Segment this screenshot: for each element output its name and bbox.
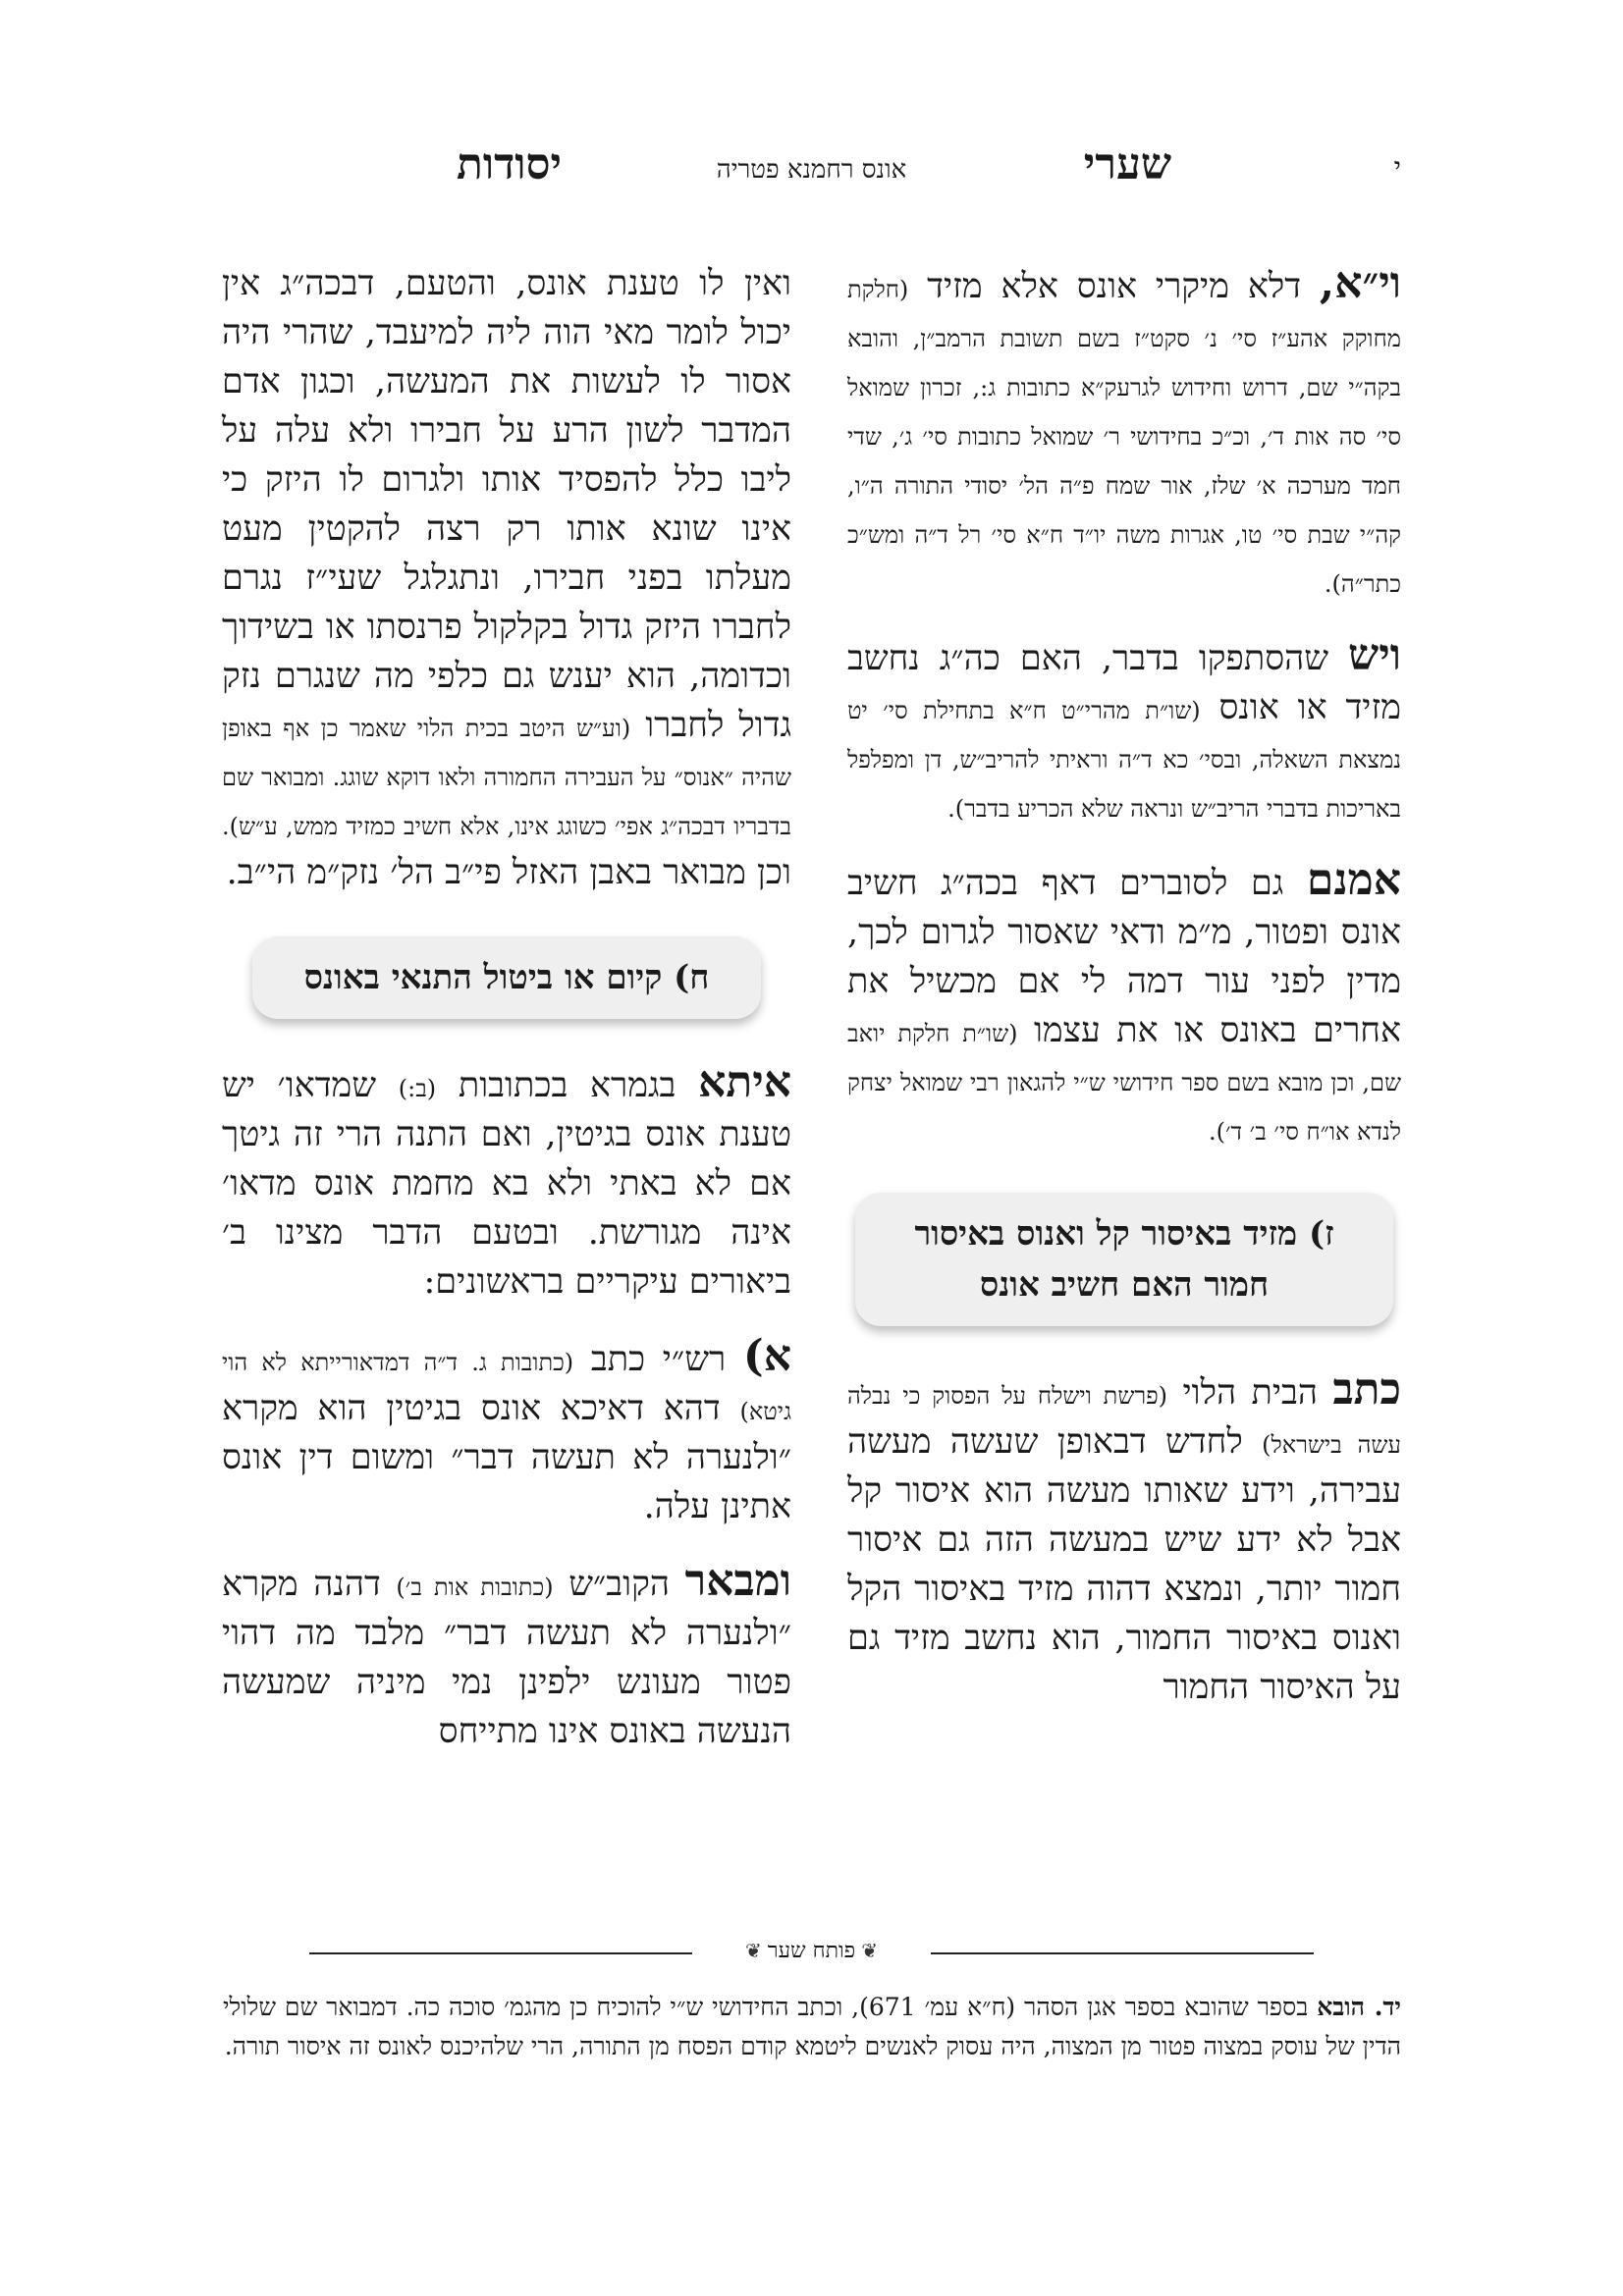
lead-word: וי״א, xyxy=(1319,258,1401,308)
paragraph xyxy=(222,259,791,897)
footnote xyxy=(223,1988,1401,2066)
right-column xyxy=(847,259,1401,1712)
header-title-right: שערי xyxy=(1083,139,1171,189)
paragraph-text: שמדאו׳ יש טענת אונס בגיטין, ואם התנה הרי זה גיטך אם לא באתי ולא בא מחמת אונס מדאו׳ אינה מגורשת. ובטעם הדבר מצינו ב׳ ביאורים עיקריים בראשונים: xyxy=(222,1066,791,1302)
source-citation: (שו״ת חלקת יואב שם, וכן מובא בשם ספר חידושי ש״י להגאון רבי שמואל יצחק לנדא או״ח סי׳ ב׳ ד׳). xyxy=(847,1020,1401,1146)
paragraph-text: שהסתפקו בדבר, האם כה״ג נחשב מזיד או אונס xyxy=(847,639,1401,727)
lead-word: אמנם xyxy=(1306,855,1401,905)
source-citation: (פרשת וישלח על הפסוק כי נבלה עשה בישראל) xyxy=(847,1382,1402,1459)
separator-label-wrap xyxy=(309,1938,1314,1963)
source-citation: (כתובות אות ב׳) xyxy=(396,1574,554,1601)
ornament-icon: ❦ xyxy=(745,1939,762,1962)
header-subtitle: אונס רחמנא פטריה xyxy=(716,155,907,185)
ornament-icon: ❦ xyxy=(861,1939,878,1962)
paragraph-text: גם לסוברים דאף בכה״ג חשיב אונס ופטור, מ״מ ודאי שאסור לגרום לכך, מדין לפני עור דמה לי אם מכשיל את אחרים באונס או את עצמו xyxy=(847,864,1401,1050)
lead-word: כתב xyxy=(1332,1364,1401,1415)
footnote-lead: יד. הובא xyxy=(1317,1993,1401,2021)
paragraph xyxy=(222,1557,791,1756)
section-heading-h: ח) קיום או ביטול התנאי באונס xyxy=(252,936,761,1019)
lead-word: א) xyxy=(742,1331,791,1381)
lead-word: ויש xyxy=(1348,630,1401,680)
paragraph-text: דלא מיקרי אונס אלא מזיד xyxy=(908,267,1320,306)
source-citation: (שו״ת מהרי״ט ח״א בתחילת סי׳ יט נמצאת השאלה, ובסי׳ כא ד״ה וראיתי להריב״ש, דן ומפלפל באריכות בדברי הריב״ש ונראה שלא הכריע בדבר). xyxy=(847,697,1401,823)
lead-word: איתא xyxy=(698,1057,791,1107)
footnote-separator xyxy=(309,1938,1314,1967)
left-column xyxy=(222,259,791,1756)
source-citation: (כתובות ג. ד״ה דמדאורייתא לא הוי גיטא) xyxy=(222,1349,791,1425)
paragraph-text: דהא דאיכא אונס בגיטין הוא מקרא ״ולנערה לא תעשה דבר״ ומשום דין אונס אתינן עלה. xyxy=(222,1389,791,1526)
page-number: י xyxy=(1393,151,1401,184)
footnote-text: בספר שהובא בספר אגן הסהר (ח״א עמ׳ 671), וכתב החידושי ש״י להוכיח כן מהגמ׳ סוכה כה. דמבואר שם שלולי הדין של עוסק במצוה פטור מן המצוה, היה עסוק לאנשים ליטמא קודם הפסח מן התורה, הרי שלהיכנס לאונס זה איסור תורה. xyxy=(223,1993,1401,2060)
section-heading-z: ז) מזיד באיסור קל ואנוס באיסור חמור האם חשיב אונס xyxy=(855,1193,1393,1326)
header-title-left: יסודות xyxy=(457,139,563,189)
paragraph-text: לחדש דבאופן שעשה מעשה עבירה, וידע שאותו מעשה הוא איסור קל אבל לא ידע שיש במעשה הזה גם איסור חמור יותר, ונמצא דהוה מזיד באיסור הקל ואנוס באיסור החמור, הוא נחשב מזיד גם על האיסור החמור xyxy=(847,1422,1401,1707)
paragraph xyxy=(222,1058,791,1307)
paragraph xyxy=(847,631,1401,830)
source-citation: (וע״ש היטב בכית הלוי שאמר כן אף באופן שהיה ״אנוס״ על העבירה החמורה ולאו דוקא שוגג. ומבואר שם בדבריו דבכה״ג אפי׳ כשוגג אינו, אלא חשיב כמזיד ממש, ע״ש). xyxy=(222,715,791,840)
paragraph xyxy=(222,1332,791,1531)
paragraph-text: ואין לו טענת אונס, והטעם, דבכה״ג אין יכול לומר מאי הוה ליה למיעבד, שהרי היה אסור לו לעשות את המעשה, וכגון אדם המדבר לשון הרע על חבירו ולא עלה על ליבו כלל להפסיד אותו ולגרום לו היזק כי אינו שונא אותו רק רצה להקטין מעט מעלתו בפני חבירו, ונתגלגל שעי״ז נגרם לחברו היזק גדול בקלקול פרנסתו או בשידוך וכדומה, הוא יענש גם כלפי מה שנגרם נזק גדול לחברו xyxy=(222,264,791,745)
paragraph-text: וכן מבואר באבן האזל פי״ב הל׳ נזק״מ הי״ב. xyxy=(226,853,791,892)
running-header xyxy=(0,139,1623,198)
paragraph xyxy=(847,1365,1401,1712)
paragraph-text: הבית הלוי xyxy=(1167,1373,1333,1413)
lead-word: ומבאר xyxy=(684,1556,792,1606)
paragraph xyxy=(847,856,1401,1153)
source-citation: (חלקת מחוקק אהע״ז סי׳ נ׳ סקט״ז בשם תשובת הרמב״ן, והובא בקה״י שם, דרוש וחידוש לגרעק״א כתובות ג:, זכרון שמואל סי׳ סה אות ד׳, וכ״כ בחידושי ר׳ שמואל כתובות סי׳ ג׳, שדי חמד מערכה א׳ שלז, אור שמח פ״ה הל׳ יסודי התורה ה״ו, קה״י שבת סי׳ טו, אגרות משה יו״ד ח״א סי׳ רל ד״ה ומש״כ כתר״ה). xyxy=(847,276,1401,598)
paragraph-text: רש״י כתב xyxy=(573,1340,743,1379)
paragraph-text: הקוב״ש xyxy=(553,1565,685,1604)
source-citation: (ב:) xyxy=(398,1075,437,1102)
separator-label: פותח שער xyxy=(767,1939,856,1963)
paragraph-text: בגמרא בכתובות xyxy=(436,1066,699,1105)
paragraph xyxy=(847,259,1401,606)
paragraph-text: דהנה מקרא ״ולנערה לא תעשה דבר״ מלבד מה דהוי פטור מעונש ילפינן נמי מיניה שמעשה הנעשה באונס אינו מתייחס xyxy=(222,1565,791,1751)
